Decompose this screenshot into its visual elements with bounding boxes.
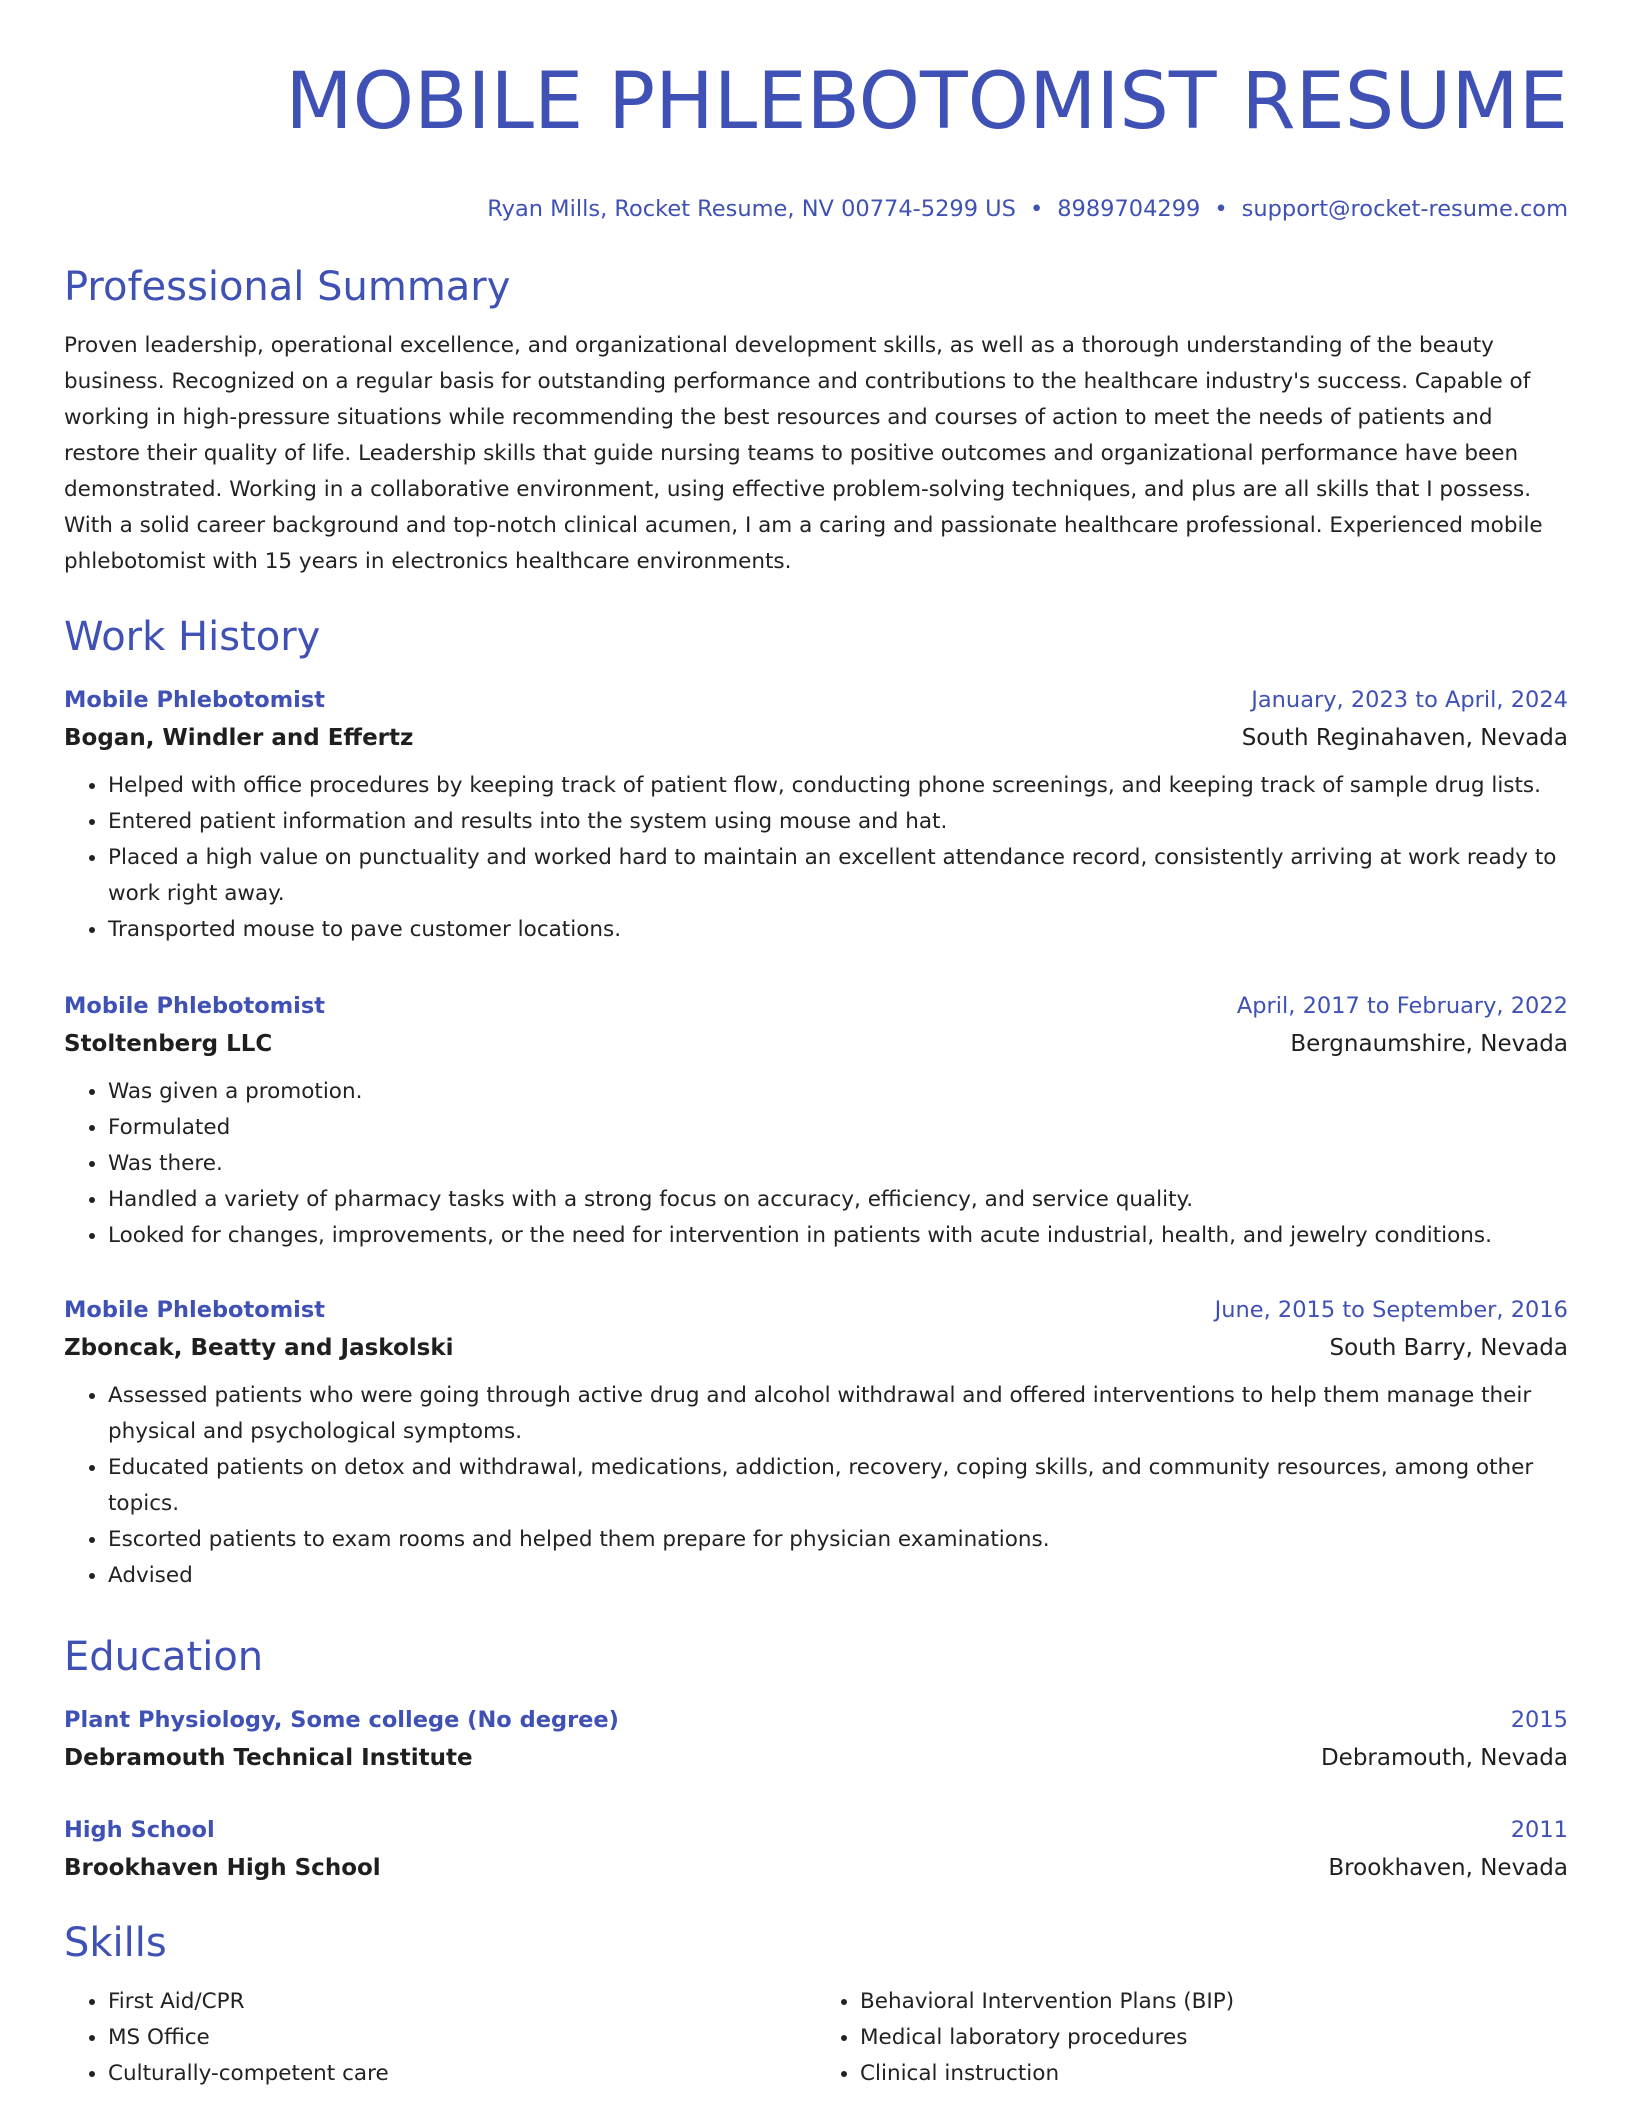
list-item: • Assessed patients who were going through active drug and alcohol withdrawal and offered interventions to help them manage their physical and psychological symptoms. (108, 1378, 1568, 1450)
education-entry (64, 1812, 1568, 1888)
education-location: Debramouth, Nevada (1320, 1745, 1568, 1771)
skills-list-right (816, 1984, 1568, 2092)
summary-text: Proven leadership, operational excellence, and organizational development skills, as well as a thorough understanding of the beauty business. Recognized on a regular basis for outstanding performance and contributions to the healthcare industry's success. Capable of working in high-pressure situations while recommending the best resources and courses of action to meet the needs of patients and restore their quality of life. Leadership skills that guide nursing teams to positive outcomes and organizational performance have been demonstrated. Working in a collaborative environment, using effective problem-solving techniques, and plus are all skills that I possess. With a solid career background and top-notch clinical acumen, I am a caring and passionate healthcare professional. Experienced mobile phlebotomist with 15 years in electronics healthcare environments. (64, 333, 1543, 574)
job-company: Bogan, Windler and Effertz (64, 725, 414, 751)
list-item: • Entered patient information and results into the system using mouse and hat. (108, 804, 1568, 840)
skill-item: • Culturally-competent care (108, 2056, 816, 2092)
education-heading: Education (64, 1634, 264, 1680)
list-item: • Was given a promotion. (108, 1074, 1568, 1110)
skill-item: • Medical laboratory procedures (860, 2020, 1568, 2056)
job-title: Mobile Phlebotomist (64, 993, 326, 1019)
job-entry (64, 988, 1568, 1254)
job-location: Bergnaumshire, Nevada (1290, 1031, 1568, 1057)
job-company: Zboncak, Beatty and Jaskolski (64, 1335, 454, 1361)
job-dates: June, 2015 to September, 2016 (1214, 1297, 1568, 1323)
list-item: • Handled a variety of pharmacy tasks with a strong focus on accuracy, efficiency, and service quality. (108, 1182, 1568, 1218)
education-degree: Plant Physiology, Some college (No degree) (64, 1707, 619, 1733)
skill-item: • Clinical instruction (860, 2056, 1568, 2092)
job-title: Mobile Phlebotomist (64, 687, 326, 713)
education-school: Debramouth Technical Institute (64, 1745, 473, 1771)
contact-separator: • (1214, 196, 1228, 222)
skill-item: • MS Office (108, 2020, 816, 2056)
work-history-section (64, 612, 1568, 662)
job-bullet-list (64, 1074, 1568, 1254)
job-company: Stoltenberg LLC (64, 1031, 273, 1057)
skills-list-left (64, 1984, 816, 2092)
list-item: • Escorted patients to exam rooms and helped them prepare for physician examinations. (108, 1522, 1568, 1558)
contact-email: support@rocket-resume.com (1241, 196, 1568, 222)
job-location: South Reginahaven, Nevada (1241, 725, 1568, 751)
job-location: South Barry, Nevada (1329, 1335, 1568, 1361)
list-item: • Educated patients on detox and withdrawal, medications, addiction, recovery, coping skills, and community resources, among other topics. (108, 1450, 1568, 1522)
summary-section (64, 262, 1568, 580)
list-item: • Looked for changes, improvements, or the need for intervention in patients with acute industrial, health, and jewelry conditions. (108, 1218, 1568, 1254)
contact-phone: 8989704299 (1057, 196, 1201, 222)
contact-line (64, 194, 1568, 224)
education-entry (64, 1702, 1568, 1778)
contact-address: Ryan Mills, Rocket Resume, NV 00774-5299 US (487, 196, 1016, 222)
skills-grid (64, 1984, 1568, 2092)
list-item: • Formulated (108, 1110, 1568, 1146)
job-dates: April, 2017 to February, 2022 (1236, 993, 1568, 1019)
job-dates: January, 2023 to April, 2024 (1251, 687, 1568, 713)
contact-separator: • (1029, 196, 1044, 222)
skill-item: • Behavioral Intervention Plans (BIP) (860, 1984, 1568, 2020)
job-title: Mobile Phlebotomist (64, 1297, 326, 1323)
education-section (64, 1632, 1568, 1682)
list-item: • Transported mouse to pave customer locations. (108, 912, 1568, 948)
education-location: Brookhaven, Nevada (1328, 1855, 1568, 1881)
work-history-heading: Work History (64, 614, 321, 660)
list-item: • Placed a high value on punctuality and worked hard to maintain an excellent attendance record, consistently arriving at work ready to work right away. (108, 840, 1568, 912)
skills-heading: Skills (64, 1920, 167, 1966)
skills-section (64, 1918, 1568, 2092)
job-entry (64, 682, 1568, 948)
resume-title: MOBILE PHLEBOTOMIST RESUME (285, 57, 1568, 147)
education-year: 2015 (1510, 1707, 1568, 1733)
job-bullet-list (64, 1378, 1568, 1594)
education-year: 2011 (1510, 1817, 1568, 1843)
job-entry (64, 1292, 1568, 1594)
education-degree: High School (64, 1817, 215, 1843)
job-bullet-list (64, 768, 1568, 948)
skill-item: • First Aid/CPR (108, 1984, 816, 2020)
list-item: • Helped with office procedures by keeping track of patient flow, conducting phone screenings, and keeping track of sample drug lists. (108, 768, 1568, 804)
summary-heading: Professional Summary (64, 264, 511, 310)
education-school: Brookhaven High School (64, 1855, 381, 1881)
list-item: • Advised (108, 1558, 1568, 1594)
list-item: • Was there. (108, 1146, 1568, 1182)
